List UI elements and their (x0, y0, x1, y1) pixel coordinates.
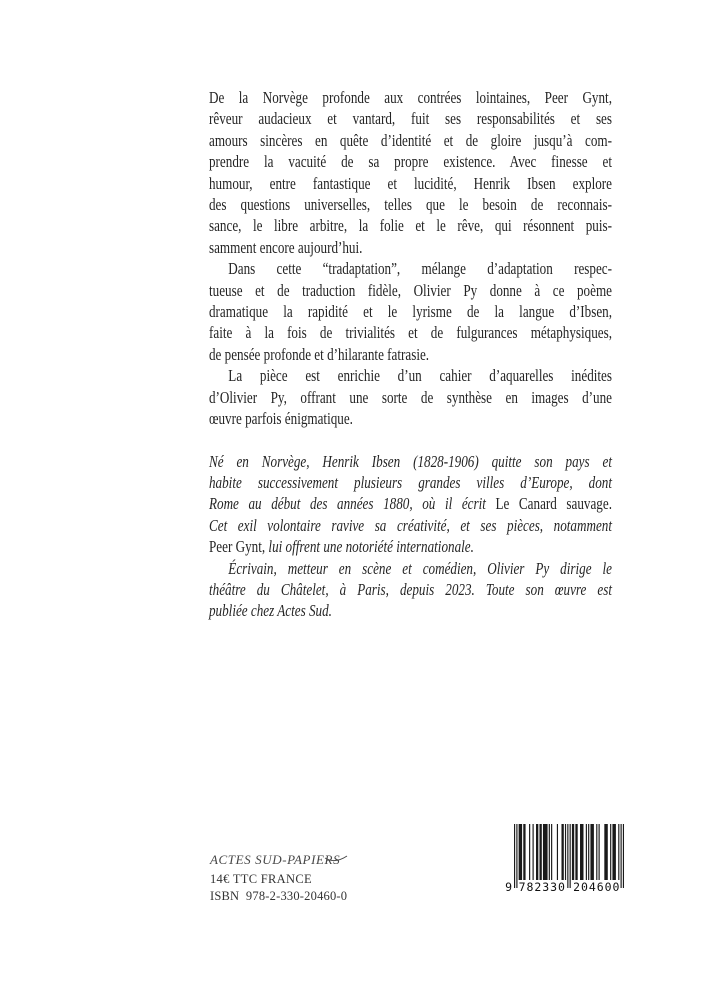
text-line (209, 151, 612, 172)
text-segment: De la Norvège profonde aux contrées lointaines, Peer Gynt, (209, 88, 612, 107)
publisher-imprint-logo: ACTES SUD-PAPIERS (210, 852, 341, 867)
text-line (209, 237, 612, 258)
text-line (209, 194, 612, 215)
publisher-block (210, 851, 348, 904)
text-line (209, 365, 612, 386)
text-segment: théâtre du Châtelet, à Paris, depuis 2023. Toute son œuvre est (209, 579, 612, 599)
synopsis-block (209, 87, 612, 430)
text-segment: Rome au début des années 1880, où il écrit (209, 494, 496, 514)
author-bio-block (209, 451, 612, 622)
text-line (209, 515, 612, 536)
text-line (209, 130, 612, 151)
text-line (209, 344, 612, 365)
text-segment: œuvre parfois énigmatique. (209, 409, 353, 429)
text-line (209, 215, 612, 236)
text-segment: d’Olivier Py, offrant une sorte de synthèse en images d’une (209, 387, 612, 407)
text-line (209, 600, 612, 621)
text-line (209, 258, 612, 279)
svg-text:9: 9 (505, 880, 512, 894)
text-segment: amours sincères en quête d’identité et de gloire jusqu’à com- (209, 130, 612, 150)
text-line (209, 87, 612, 108)
text-line (209, 280, 612, 301)
price-label: 14€ TTC FRANCE (210, 872, 312, 886)
text-segment: habite successivement plusieurs grandes villes d’Europe, dont (209, 472, 612, 492)
text-line (209, 173, 612, 194)
back-cover-text-column (209, 87, 612, 622)
ean13-barcode (502, 820, 628, 903)
text-line (209, 579, 612, 600)
text-segment: Cet exil volontaire ravive sa créativité, et ses pièces, notamment (209, 515, 612, 535)
text-segment: lui offrent une notoriété internationale. (265, 537, 474, 557)
text-segment: Écrivain, metteur en scène et comédien, Olivier Py dirige le (228, 558, 612, 578)
text-line (209, 451, 612, 472)
text-line (209, 108, 612, 129)
barcode-image (502, 820, 628, 898)
logo-swash-icon (324, 855, 348, 864)
text-segment: La pièce est enrichie d’un cahier d’aquarelles inédites (228, 366, 612, 386)
text-segment: faite à la fois de trivialités et de fulgurances métaphysiques, (209, 323, 612, 343)
text-segment: Peer Gynt, (209, 537, 266, 557)
text-segment: sance, le libre arbitre, la folie et le rêve, qui résonnent puis- (209, 216, 612, 236)
text-line (209, 493, 612, 514)
text-segment: samment encore aujourd’hui. (209, 237, 363, 257)
text-segment: dramatique la rapidité et le lyrisme de la langue d’Ibsen, (209, 302, 612, 322)
text-line (209, 558, 612, 579)
text-segment: Dans cette “tradaptation”, mélange d’adaptation respec- (228, 259, 612, 279)
isbn-label: ISBN 978-2-330-20460-0 (210, 889, 348, 903)
text-line (209, 387, 612, 408)
text-segment: prendre la vacuité de sa propre existence. Avec finesse et (209, 152, 612, 172)
svg-text:782330: 782330 (518, 880, 565, 894)
text-line (209, 472, 612, 493)
text-line (209, 536, 612, 557)
text-segment: Le Canard sauvage. (495, 494, 612, 514)
text-segment: rêveur audacieux et vantard, fuit ses responsabilités et ses (209, 109, 612, 129)
text-segment: des questions universelles, telles que le besoin de reconnais- (209, 195, 612, 215)
logo-swash-holder (340, 852, 348, 868)
text-line (209, 408, 612, 429)
text-segment: tueuse et de traduction fidèle, Olivier Py donne à ce poème (209, 280, 612, 300)
text-segment: Né en Norvège, Henrik Ibsen (1828-1906) quitte son pays et (209, 451, 612, 471)
text-segment: humour, entre fantastique et lucidité, Henrik Ibsen explore (209, 173, 612, 193)
text-segment: de pensée profonde et d’hilarante fatrasie. (209, 344, 430, 364)
text-segment: publiée chez Actes Sud. (209, 601, 332, 621)
text-line (209, 322, 612, 343)
text-line (209, 301, 612, 322)
svg-text:204600: 204600 (573, 880, 620, 894)
